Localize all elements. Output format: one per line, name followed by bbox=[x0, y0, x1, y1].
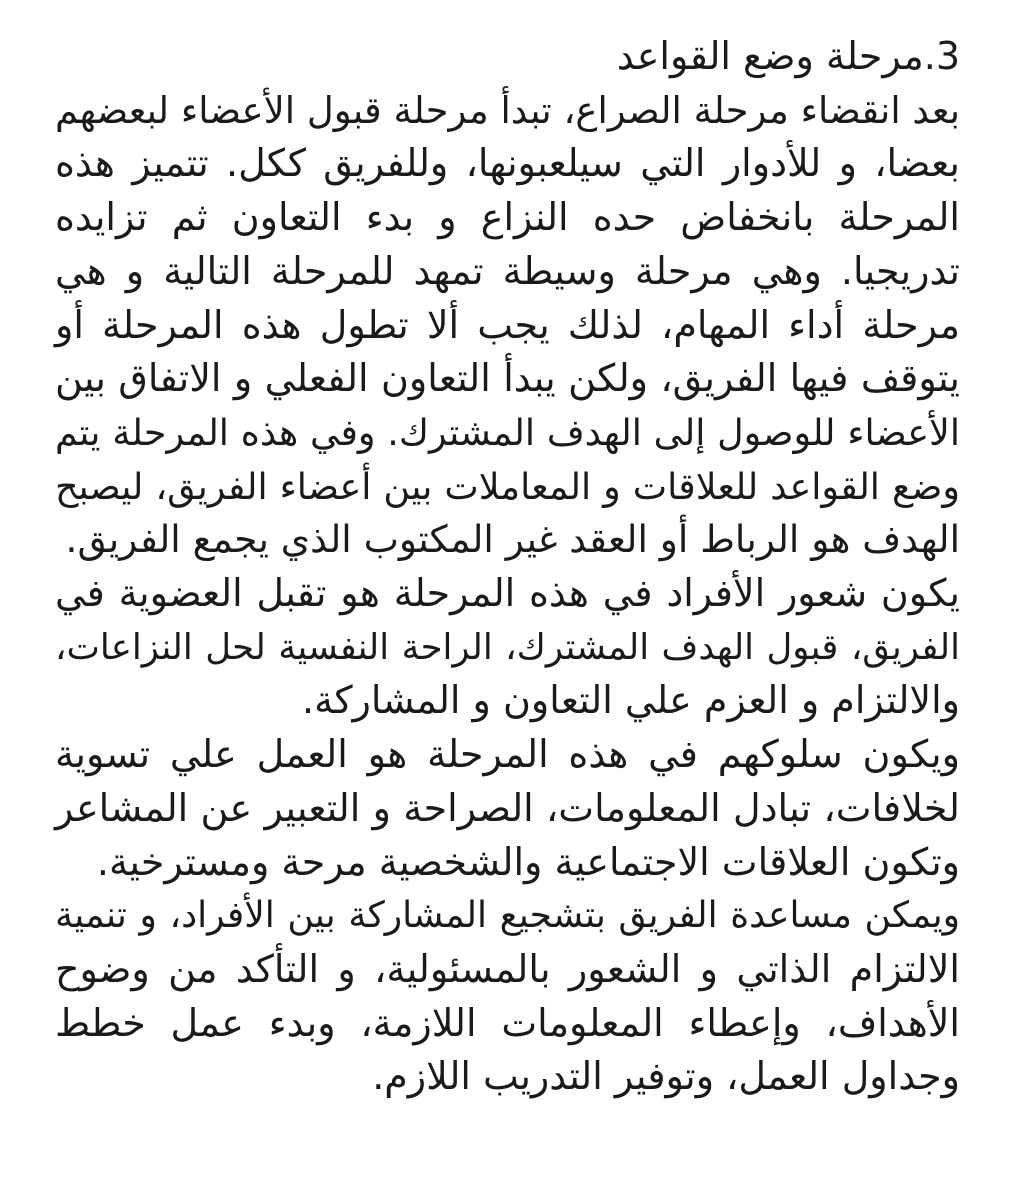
text-line: الالتزام الذاتي و الشعور بالمسئولية، و التأكد من وضوح bbox=[55, 946, 960, 991]
text-line: ويمكن مساعدة الفريق بتشجيع المشاركة بين الأفراد، و تنمية bbox=[55, 895, 960, 937]
section-heading: 3.مرحلة وضع القواعد bbox=[616, 34, 960, 78]
text-line: يكون شعور الأفراد في هذه المرحلة هو تقبل العضوية في bbox=[55, 571, 960, 616]
text-line: وضع القواعد للعلاقات و المعاملات بين أعضاء الفريق، ليصبح bbox=[55, 464, 960, 508]
text-line: الأعضاء للوصول إلى الهدف المشترك. وفي هذه المرحلة يتم bbox=[55, 410, 960, 454]
document-body bbox=[55, 30, 960, 1104]
text-line: والالتزام و العزم علي التعاون و المشاركة. bbox=[302, 678, 960, 723]
text-line: بعضا، و للأدوار التي سيلعبونها، وللفريق ككل. تتميز هذه bbox=[55, 141, 960, 186]
text-line: وتكون العلاقات الاجتماعية والشخصية مرحة ومسترخية. bbox=[96, 839, 960, 884]
text-line: مرحلة أداء المهام، لذلك يجب ألا تطول هذه المرحلة أو bbox=[55, 302, 960, 347]
text-line: تدريجيا. وهي مرحلة وسيطة تمهد للمرحلة التالية و هي bbox=[55, 248, 960, 293]
paragraph-stage-description bbox=[55, 84, 960, 567]
paragraph-support bbox=[55, 889, 960, 1104]
text-line: المرحلة بانخفاض حده النزاع و بدء التعاون ثم تزايده bbox=[55, 195, 960, 240]
paragraph-behavior bbox=[55, 728, 960, 889]
text-line: وجداول العمل، وتوفير التدريب اللازم. bbox=[372, 1054, 960, 1099]
text-line: يتوقف فيها الفريق، ولكن يبدأ التعاون الفعلي و الاتفاق بين bbox=[55, 356, 960, 401]
text-line: ويكون سلوكهم في هذه المرحلة هو العمل علي تسوية bbox=[55, 732, 960, 777]
text-line: لخلافات، تبادل المعلومات، الصراحة و التعبير عن المشاعر bbox=[55, 785, 960, 830]
paragraph-feelings bbox=[55, 567, 960, 728]
text-line: الفريق، قبول الهدف المشترك، الراحة النفسية لحل النزاعات، bbox=[55, 626, 960, 668]
text-line: الأهداف، وإعطاء المعلومات اللازمة، وبدء عمل خطط bbox=[55, 1000, 960, 1045]
text-line: الهدف هو الرباط أو العقد غير المكتوب الذي يجمع الفريق. bbox=[65, 517, 960, 562]
text-line: بعد انقضاء مرحلة الصراع، تبدأ مرحلة قبول الأعضاء لبعضهم bbox=[55, 88, 960, 132]
